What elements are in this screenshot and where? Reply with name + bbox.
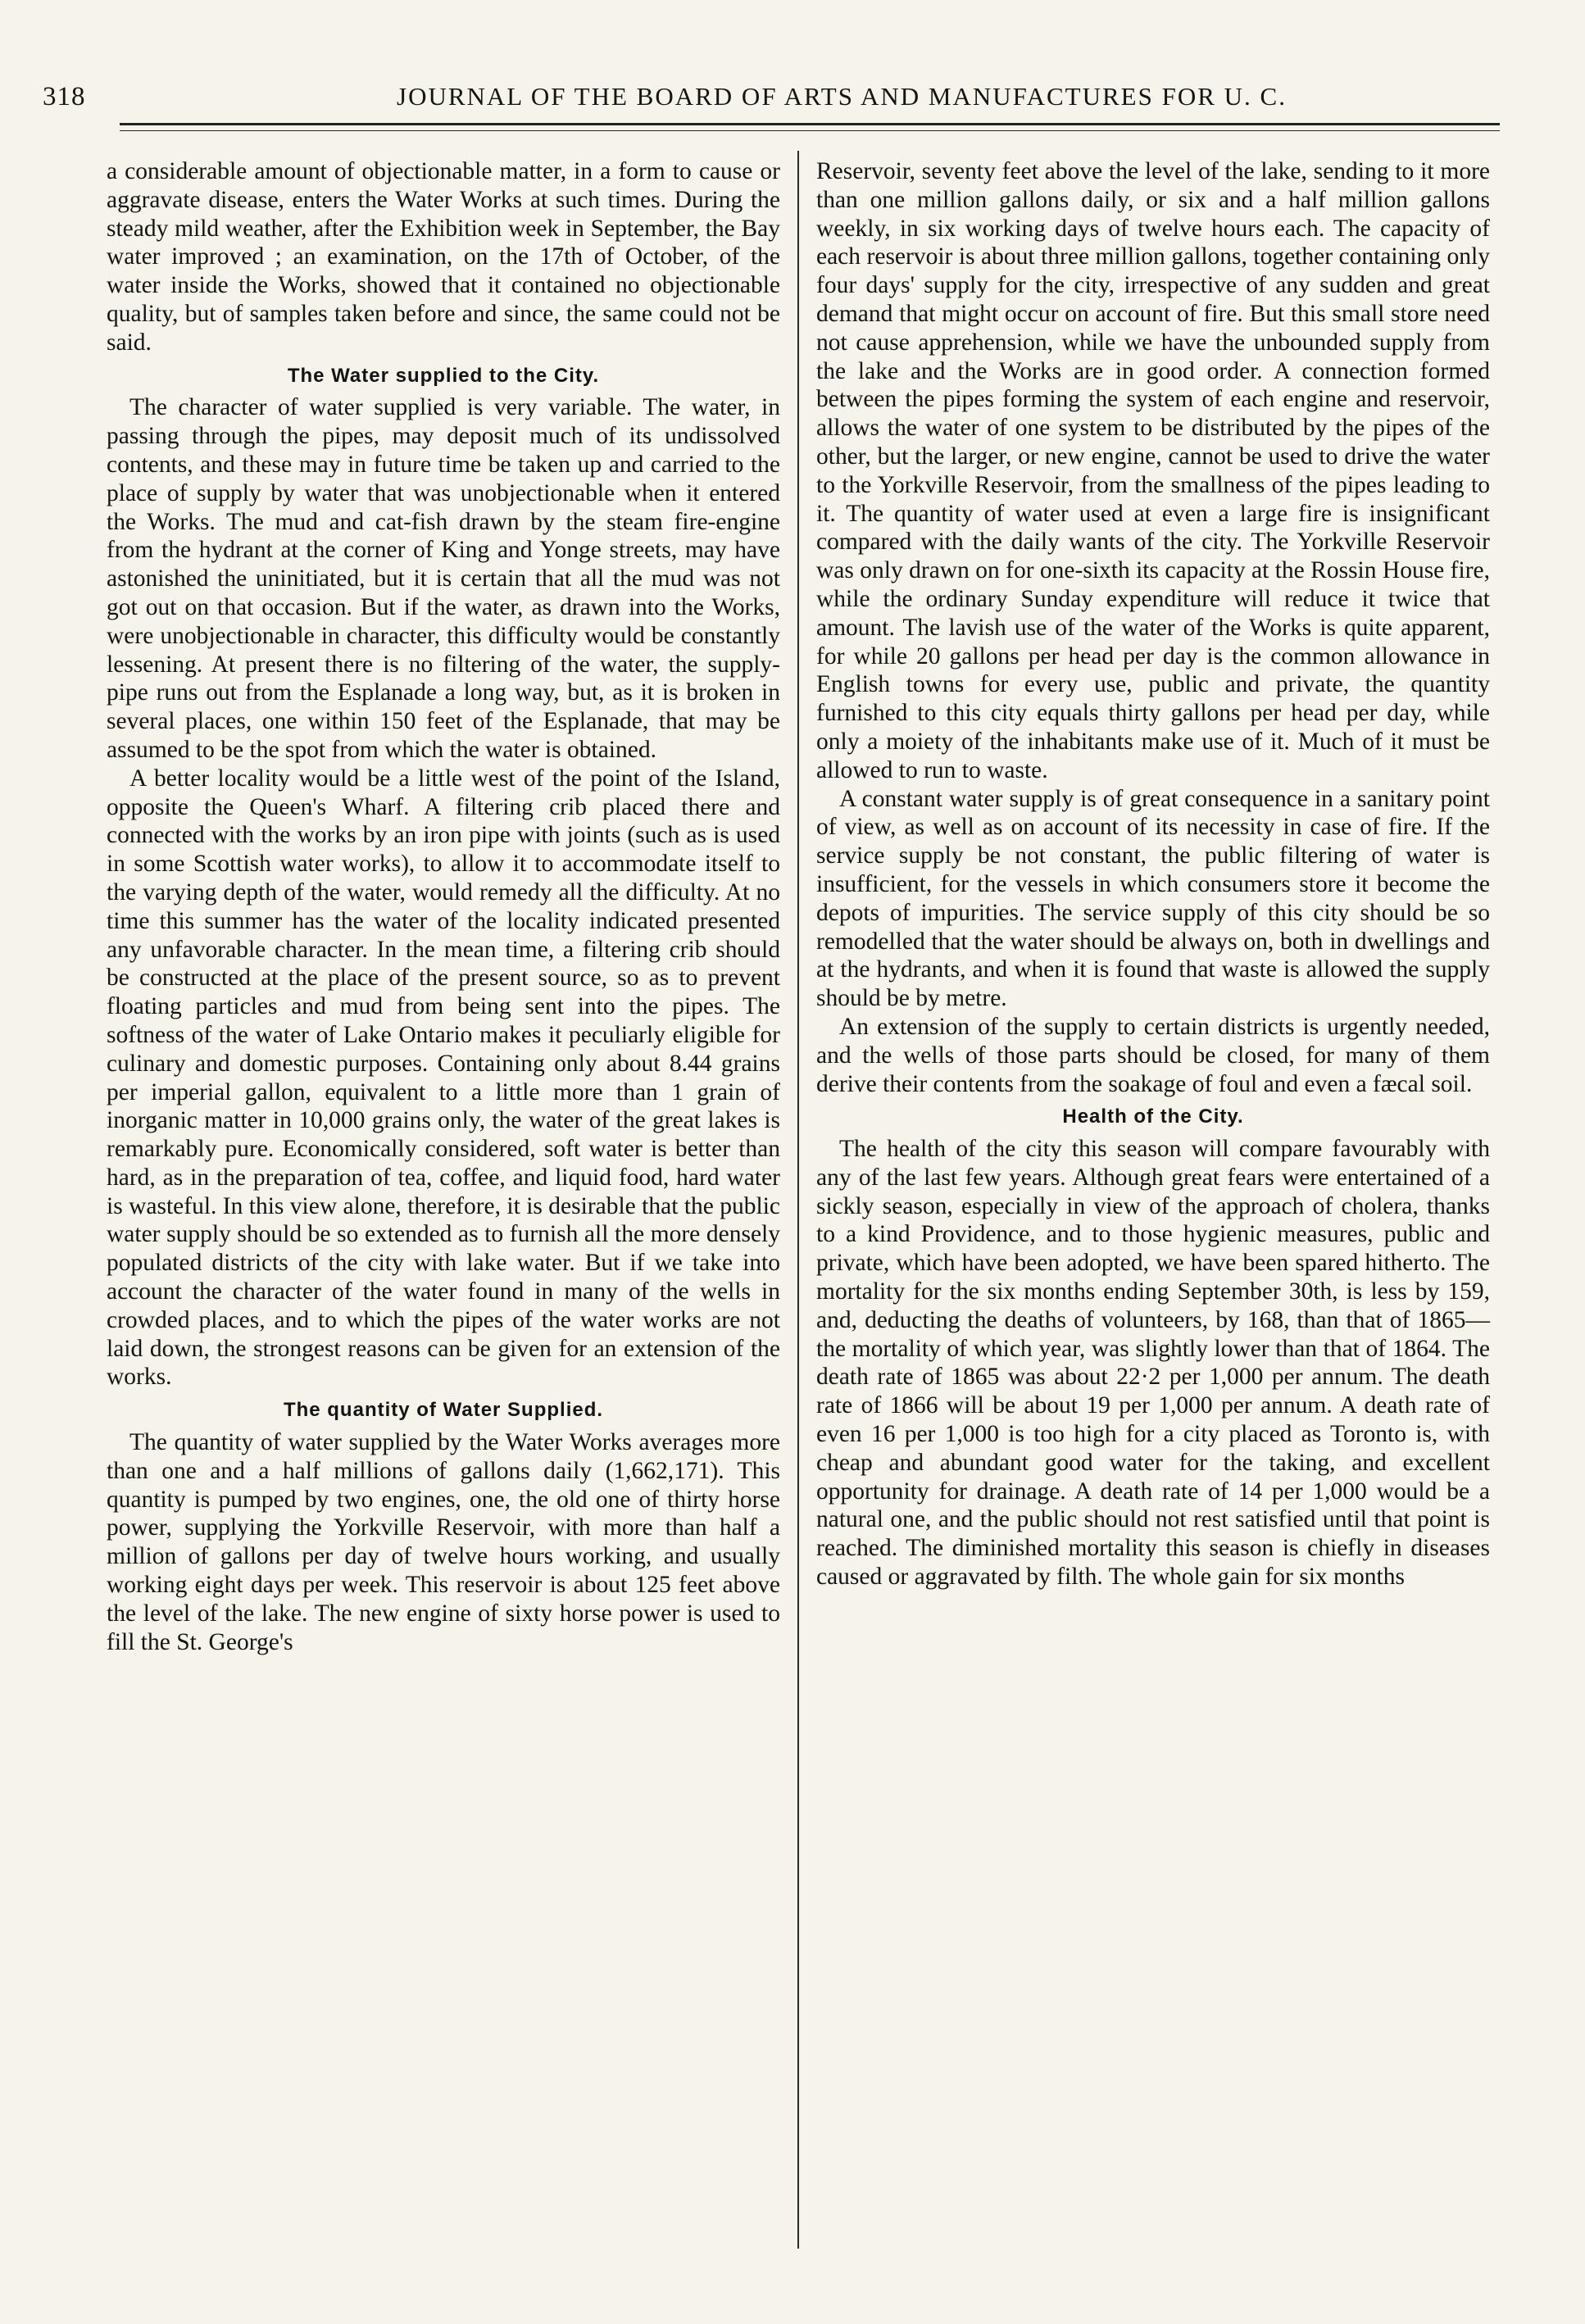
left-column <box>107 157 780 1656</box>
running-title: JOURNAL OF THE BOARD OF ARTS AND MANUFACTURES FOR U. C. <box>397 82 1287 111</box>
right-column <box>816 157 1490 1591</box>
paragraph: The quantity of water supplied by the Water Works averages more than one and a half millions of gallons daily (1,662,171). This quantity is pumped by two engines, one, the old one of thirty horse power, supplying the Yorkville Reservoir, with more than half a million of gallons per day of twelve hours working, and usually working eight days per week. This reservoir is about 125 feet above the level of the lake. The new engine of sixty horse power is used to fill the St. George's <box>107 1429 780 1655</box>
paragraph: A constant water supply is of great consequence in a sanitary point of view, as well as on account of its necessity in case of fire. If the service supply be not constant, the public filtering of water is insufficient, for the vessels in which consumers store it become the depots of impurities. The service supply of this city should be so remodelled that the water should be always on, both in dwellings and at the hydrants, and when it is found that waste is allowed the supply should be by metre. <box>816 785 1490 1012</box>
paragraph: The health of the city this season will compare favourably with any of the last few years. Although great fears were entertained of a sickly season, especially in view of the approach of cholera, thanks to a kind Providence, and to those hygienic measures, public and private, which have been adopted, we have been spared hitherto. The mortality for the six months ending September 30th, is less by 159, and, deducting the deaths of volunteers, by 168, than that of 1865—the mortality of which year, was slightly lower than that of 1864. The death rate of 1865 was about 22·2 per 1,000 per annum. The death rate of 1866 will be about 19 per 1,000 per annum. A death rate of even 16 per 1,000 is too high for a city placed as Toronto is, with cheap and abundant good water for the taking, and excellent opportunity for drainage. A death rate of 14 per 1,000 would be a natural one, and the public should not rest satisfied until that point is reached. The diminished mortality this season is chiefly in diseases caused or aggravated by filth. The whole gain for six months <box>816 1136 1490 1591</box>
paragraph: a considerable amount of objectionable matter, in a form to cause or aggravate disease, enters the Water Works at such times. During the steady mild weather, after the Exhibition week in September, the Bay water improved ; an examination, on the 17th of October, of the water inside the Works, showed that it contained no objectionable quality, but of samples taken before and since, the same could not be said. <box>107 158 780 356</box>
column-divider <box>797 151 799 2249</box>
paragraph: An extension of the supply to certain districts is urgently needed, and the wells of those parts should be closed, for many of them derive their contents from the soakage of foul and even a fæcal soil. <box>816 1013 1490 1097</box>
header-double-rule <box>120 123 1500 131</box>
page-number: 318 <box>43 82 86 111</box>
paragraph: Reservoir, seventy feet above the level of the lake, sending to it more than one million gallons daily, or six and a half million gallons weekly, in six working days of twelve hours each. The capacity of each reservoir is about three million gallons, together containing only four days' supply for the city, irrespective of any sudden and great demand that might occur on account of fire. But this small store need not cause apprehension, while we have the unbounded supply from the lake and the Works are in good order. A connection formed between the pipes forming the system of each engine and reservoir, allows the water of one system to be distributed by the pipes of the other, but the larger, or new engine, cannot be used to drive the water to the Yorkville Reservoir, from the smallness of the pipes leading to it. The quantity of water used at even a large fire is insignificant compared with the daily wants of the city. The Yorkville Reservoir was only drawn on for one-sixth its capacity at the Rossin House fire, while the ordinary Sunday expenditure will reduce it twice that amount. The lavish use of the water of the Works is quite apparent, for while 20 gallons per head per day is the common allowance in English towns for every use, public and private, the quantity furnished to this city equals thirty gallons per head per day, while only a moiety of the inhabitants make use of it. Much of it must be allowed to run to waste. <box>816 158 1490 783</box>
section-heading-quantity-of-water: The quantity of Water Supplied. <box>283 1399 604 1422</box>
paragraph: The character of water supplied is very variable. The water, in passing through the pipes, may deposit much of its undissolved contents, and these may in future time be taken up and carried to the place of supply by water that was unobjectionable when it entered the Works. The mud and cat-fish drawn by the steam fire-engine from the hydrant at the corner of King and Yonge streets, may have astonished the uninitiated, but it is certain that all the mud was not got out on that occasion. But if the water, as drawn into the Works, were unobjectionable in character, this difficulty would be constantly lessening. At present there is no filtering of the water, the supply-pipe runs out from the Esplanade a long way, but, as it is broken in several places, one within 150 feet of the Esplanade, that may be assumed to be the spot from which the water is obtained. <box>107 394 780 763</box>
paragraph: A better locality would be a little west of the point of the Island, opposite the Queen's Wharf. A filtering crib placed there and connected with the works by an iron pipe with joints (such as is used in some Scottish water works), to allow it to accommodate itself to the varying depth of the water, would remedy all the difficulty. At no time this summer has the water of the locality indicated presented any unfavorable character. In the mean time, a filtering crib should be constructed at the place of the present source, so as to prevent floating particles and mud from being sent into the pipes. The softness of the water of Lake Ontario makes it peculiarly eligible for culinary and domestic purposes. Containing only about 8.44 grains per imperial gallon, equivalent to a little more than 1 grain of inorganic matter in 10,000 grains only, the water of the great lakes is remarkably pure. Economically considered, soft water is better than hard, as in the preparation of tea, coffee, and liquid food, hard water is wasteful. In this view alone, therefore, it is desirable that the public water supply should be so extended as to furnish all the more densely populated districts of the city with lake water. But if we take into account the character of the water found in many of the wells in crowded places, and to which the pipes of the water works are not laid down, the strongest reasons can be given for an extension of the works. <box>107 765 780 1391</box>
section-heading-health-of-city: Health of the City. <box>1062 1105 1244 1128</box>
section-heading-water-supplied: The Water supplied to the City. <box>287 364 600 387</box>
